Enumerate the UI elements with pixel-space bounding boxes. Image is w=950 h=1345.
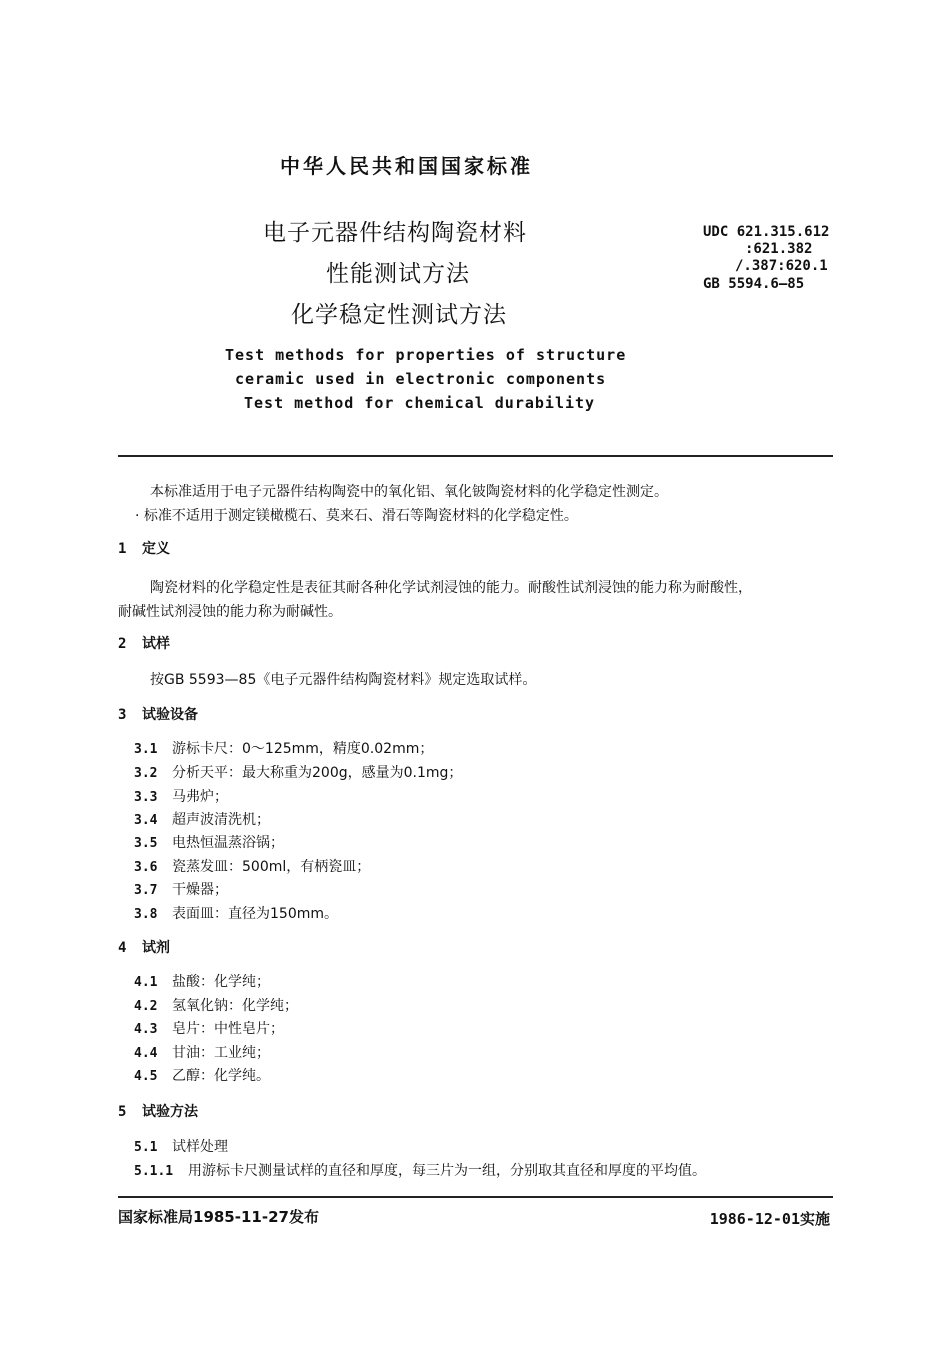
section-2-text: 按GB 5593—85《电子元器件结构陶瓷材料》规定选取试样。	[150, 672, 537, 688]
item-number: 4.2	[134, 999, 158, 1014]
item-number: 3.4	[134, 813, 158, 828]
list-item	[134, 1136, 228, 1156]
title-en-line-2: ceramic used in electronic components	[235, 370, 607, 388]
section-title: 试剂	[142, 940, 170, 956]
list-item	[134, 1018, 284, 1038]
section-5-heading	[118, 1101, 198, 1121]
item-number: 3.6	[134, 860, 158, 875]
list-item	[134, 995, 298, 1015]
udc-line-3: /.387:620.1	[735, 258, 828, 274]
item-number: 4.1	[134, 975, 158, 990]
item-number: 3.7	[134, 883, 158, 898]
item-text: 马弗炉；	[172, 789, 228, 805]
item-text: 表面皿：直径为150mm。	[172, 906, 338, 922]
list-item	[134, 1042, 270, 1062]
list-item	[134, 1065, 270, 1085]
section-title: 试验方法	[142, 1104, 198, 1120]
udc-line-2: :621.382	[745, 241, 813, 257]
section-title: 定义	[142, 541, 170, 557]
gb-number: GB 5594.6—85	[703, 276, 805, 292]
list-item	[134, 809, 270, 829]
footer-divider	[118, 1196, 833, 1198]
section-number: 4	[118, 940, 127, 956]
header-divider	[118, 455, 833, 457]
item-number: 3.3	[134, 790, 158, 805]
list-item	[134, 762, 462, 782]
item-text: 用游标卡尺测量试样的直径和厚度，每三片为一组，分别取其直径和厚度的平均值。	[188, 1163, 706, 1179]
item-number: 5.1	[134, 1140, 158, 1155]
item-number: 3.1	[134, 742, 158, 757]
item-text: 分析天平：最大称重为200g，感量为0.1mg；	[172, 765, 463, 781]
bullet-dot: ·	[135, 508, 140, 524]
section-2-heading	[118, 633, 170, 653]
section-4-heading	[118, 937, 170, 957]
list-item	[134, 786, 228, 806]
title-en-line-3: Test method for chemical durability	[244, 394, 596, 412]
list-item	[134, 1160, 706, 1180]
item-text: 瓷蒸发皿：500ml，有柄瓷皿；	[172, 859, 371, 875]
item-number: 3.5	[134, 836, 158, 851]
list-item	[134, 903, 338, 923]
section-title: 试验设备	[142, 707, 198, 723]
title-cn-line-2: 性能测试方法	[326, 261, 470, 287]
section-title: 试样	[142, 636, 170, 652]
section-3-heading	[118, 704, 198, 724]
item-text: 游标卡尺：0～125mm，精度0.02mm；	[172, 741, 434, 757]
national-standard-heading: 中华人民共和国国家标准	[280, 154, 533, 178]
item-text: 盐酸：化学纯；	[172, 974, 270, 990]
list-item	[134, 856, 370, 876]
item-number: 4.4	[134, 1046, 158, 1061]
intro-line-1: 本标准适用于电子元器件结构陶瓷中的氧化铝、氧化铍陶瓷材料的化学稳定性测定。	[150, 484, 668, 500]
list-item	[134, 879, 228, 899]
list-item	[134, 832, 284, 852]
title-cn-line-1: 电子元器件结构陶瓷材料	[263, 220, 527, 246]
udc-line-1: UDC 621.315.612	[703, 224, 830, 240]
section-1-text-line-1: 陶瓷材料的化学稳定性是表征其耐各种化学试剂浸蚀的能力。耐酸性试剂浸蚀的能力称为耐酸性，	[150, 580, 752, 596]
item-text: 乙醇：化学纯。	[172, 1068, 270, 1084]
intro-line-2-text: 标准不适用于测定镁橄榄石、莫来石、滑石等陶瓷材料的化学稳定性。	[143, 508, 578, 524]
title-en-line-1: Test methods for properties of structure	[225, 346, 627, 364]
section-number: 3	[118, 707, 127, 723]
list-item	[134, 971, 270, 991]
list-item	[134, 738, 433, 758]
effective-date: 1986-12-01实施	[709, 1210, 830, 1228]
section-number: 5	[118, 1104, 127, 1120]
item-text: 皂片：中性皂片；	[172, 1021, 284, 1037]
item-number: 5.1.1	[134, 1164, 174, 1179]
section-number: 1	[118, 541, 127, 557]
item-number: 4.5	[134, 1069, 158, 1084]
item-text: 电热恒温蒸浴锅；	[172, 835, 284, 851]
item-number: 3.8	[134, 907, 158, 922]
item-text: 干燥器；	[172, 882, 228, 898]
item-text: 超声波清洗机；	[172, 812, 270, 828]
issue-date: 国家标准局1985-11-27发布	[118, 1208, 319, 1226]
section-number: 2	[118, 636, 127, 652]
title-cn-line-3: 化学稳定性测试方法	[291, 302, 507, 328]
section-1-heading	[118, 538, 170, 558]
item-number: 3.2	[134, 766, 158, 781]
item-text: 氢氧化钠：化学纯；	[172, 998, 298, 1014]
item-number: 4.3	[134, 1022, 158, 1037]
intro-line-2	[135, 505, 578, 525]
section-1-text-line-2: 耐碱性试剂浸蚀的能力称为耐碱性。	[118, 604, 342, 620]
item-text: 甘油：工业纯；	[172, 1045, 270, 1061]
item-text: 试样处理	[172, 1139, 228, 1155]
